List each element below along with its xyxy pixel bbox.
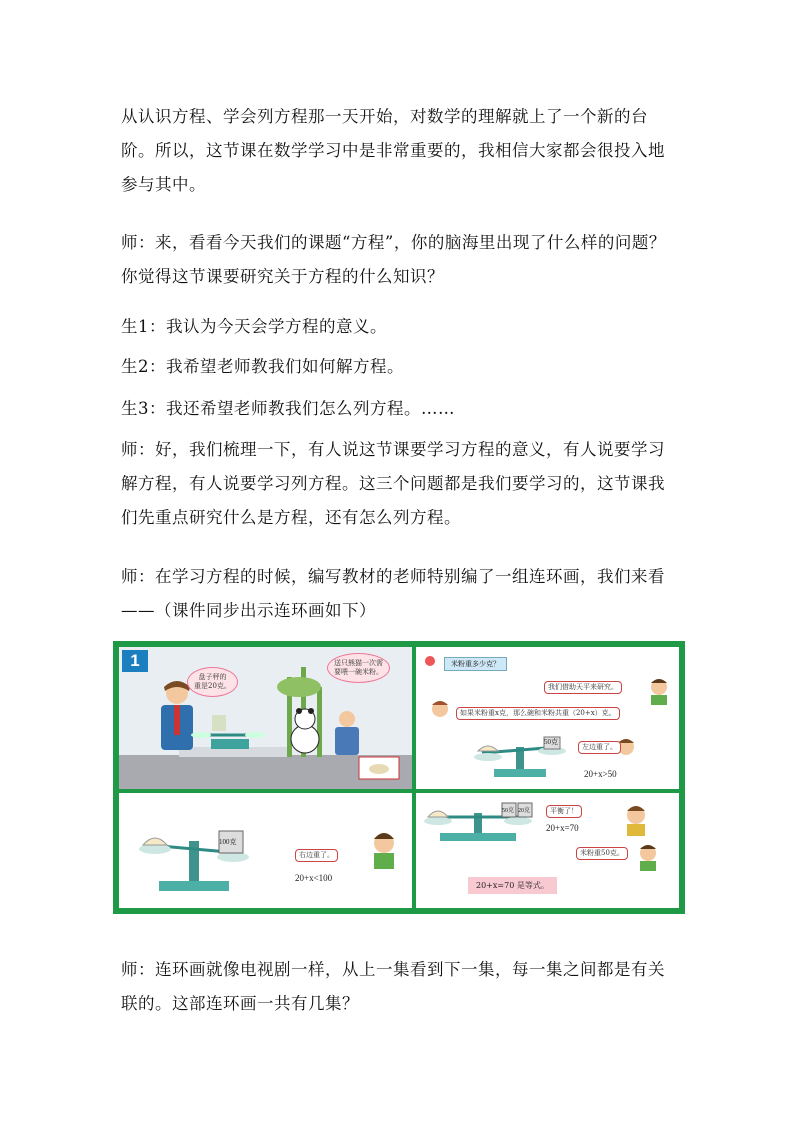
paragraph-student-2: 生2：我希望老师教我们如何解方程。 bbox=[121, 357, 404, 376]
paragraph-teacher-4: 师：连环画就像电视剧一样，从上一集看到下一集，每一集之间都是有关联的。这部连环画一共有几集？ bbox=[121, 960, 665, 1013]
question-title: 米粉重多少克？ bbox=[444, 657, 507, 671]
equation-inequality-less: 20+x<100 bbox=[295, 873, 333, 883]
speech-bubble-2: 如果米粉重x克，那么碗和米粉共重（20+x）克。 bbox=[456, 707, 620, 720]
equation-balance: 20+x=70 bbox=[546, 823, 579, 833]
weight-label: 100克 bbox=[219, 838, 237, 846]
comic-panel-3 bbox=[119, 793, 412, 908]
comic-panel-1 bbox=[119, 647, 412, 789]
speech-bubble-1: 我们借助天平来研究。 bbox=[544, 681, 622, 694]
comic-strip bbox=[113, 641, 685, 914]
weight-label-1: 50克 bbox=[502, 808, 515, 814]
weight-label-2: 20克 bbox=[518, 808, 531, 814]
paragraph-teacher-2: 师：好，我们梳理一下，有人说这节课要学习方程的意义，有人说要学习解方程，有人说要学习列方程。这三个问题都是我们要学习的，这节课我们先重点研究什么是方程，还有怎么列方程。 bbox=[121, 440, 665, 527]
speech-bubble-1: 平衡了！ bbox=[546, 805, 582, 818]
paragraph-intro: 从认识方程、学会列方程那一天开始，对数学的理解就上了一个新的台阶。所以，这节课在数学学习中是非常重要的，我相信大家都会很投入地参与其中。 bbox=[121, 107, 665, 194]
speech-bubble-2: 米粉重50克。 bbox=[576, 847, 628, 860]
comic-panel-2 bbox=[416, 647, 679, 789]
equation-note: 20+x=70 是等式。 bbox=[468, 877, 557, 894]
weight-label: 50克 bbox=[544, 738, 558, 746]
paragraph-student-1: 生1：我认为今天会学方程的意义。 bbox=[121, 317, 387, 336]
comic-panel-4 bbox=[416, 793, 679, 908]
speech-bubble-left: 盘子秤的 重是20克。 bbox=[187, 667, 238, 697]
scene-illustration-3 bbox=[119, 793, 412, 908]
speech-bubble-right: 送只熊猫一次需 要喂一碗米粉。 bbox=[327, 653, 390, 683]
speech-bubble-3: 左边重了。 bbox=[578, 741, 621, 754]
panel-number: 1 bbox=[122, 650, 148, 672]
paragraph-teacher-3: 师：在学习方程的时候，编写教材的老师特别编了一组连环画，我们来看——（课件同步出示连环画如下） bbox=[121, 567, 665, 620]
speech-bubble: 右边重了。 bbox=[295, 849, 338, 862]
paragraph-teacher-1: 师：来，看看今天我们的课题“方程”，你的脑海里出现了什么样的问题？你觉得这节课要研究关于方程的什么知识？ bbox=[121, 233, 666, 286]
paragraph-student-3: 生3：我还希望老师教我们怎么列方程。…… bbox=[121, 399, 455, 418]
equation-inequality-greater: 20+x>50 bbox=[584, 769, 617, 779]
